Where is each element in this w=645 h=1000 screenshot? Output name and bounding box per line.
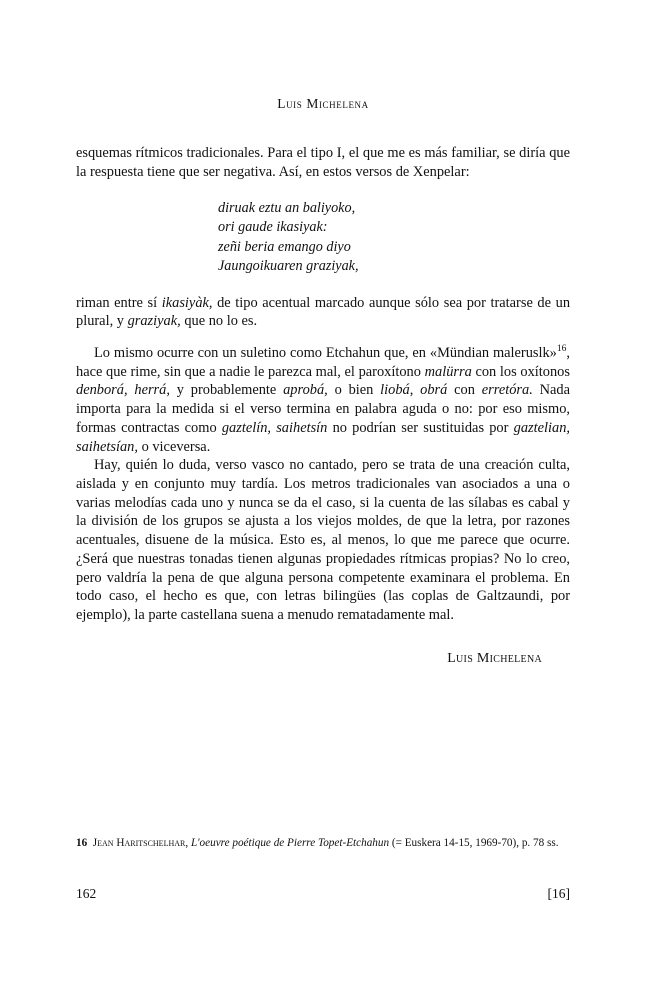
page-body xyxy=(76,96,570,667)
p3-run-1: Lo mismo ocurre con un suletino como Etchahun que, en «Mündian maleruslk» xyxy=(94,345,557,361)
p2-run-5: que no lo es. xyxy=(180,313,258,330)
p3-run-9: o bien xyxy=(327,382,381,399)
p3-run-8: aprobá, xyxy=(283,382,328,399)
paragraph-1 xyxy=(76,144,570,181)
verse-line-4: Jaungoikuaren graziyak, xyxy=(218,257,359,274)
author-signature-text: Luis Michelena xyxy=(447,650,542,666)
footnote-number: 16 xyxy=(76,837,88,849)
paragraph-2 xyxy=(76,294,570,331)
p3-run-16: gaztelian, saihetsían, xyxy=(76,419,570,455)
paragraph-1-text: esquemas rítmicos tradicionales. Para el tipo I, el que me es más familiar, se diría que la respuesta tiene que ser negativa. Así, en estos versos de Xenpelar: xyxy=(76,145,570,180)
footnote-ref-16[interactable]: 16 xyxy=(556,344,567,355)
p2-run-2: ikasiyàk, xyxy=(161,294,213,311)
p3-run-10: liobá, obrá xyxy=(380,382,448,399)
footnote-area xyxy=(76,836,570,851)
p3-run-17: o viceversa. xyxy=(137,438,211,455)
p3-run-7: y probablemente xyxy=(169,382,284,399)
p3-run-4: malürra xyxy=(424,363,472,380)
p2-run-3: de tipo acentual marcado aunque sólo sea por tratarse de un plural, y xyxy=(76,294,571,330)
p4-run-1: Hay, quién lo duda, verso vasco no cantado, pero se trata de una creación culta, aislada y en conjunto muy tardía. Los metros tradicionales van asociados a una o varias melodías cada uno y nunca se da el caso, si la cuenta de las sílabas es cabal y la división de los grupos se ajusta a los viejos moldes, de que la letra, por razones acentuales, disuene de la música. Esto es, al menos, lo que me parece que ocurre. ¿Será que nuestras tonadas tienen algunas propiedades rítmicas propias? No lo creo, pero valdría la pena de que alguna persona competente examinara el problema. En todo caso, el hecho es que, con letras bilingües (las coplas de Galtzaundi, por ejemplo), la parte castellana suena a menudo rematadamente mal. xyxy=(76,457,570,624)
author-signature xyxy=(76,651,570,667)
p3-run-15: no podrían ser sustituidas por xyxy=(327,419,514,436)
p2-run-4: graziyak, xyxy=(127,313,181,330)
p3-run-5: con los oxítonos xyxy=(471,363,570,380)
verse-line-1: diruak eztu an baliyoko, xyxy=(218,200,356,217)
verse-line-2: ori gaude ikasiyak: xyxy=(218,219,328,236)
footnote-author: Jean Haritschelhar, xyxy=(92,837,189,849)
p3-run-3: , hace que rime, sin que a nadie le parezca mal, el paroxítono xyxy=(76,345,570,380)
p3-run-11: con xyxy=(447,382,482,399)
p3-run-14: gaztelín, saihetsín xyxy=(221,419,328,436)
paragraph-3 xyxy=(76,344,570,456)
footnote-title: L'oeuvre poétique de Pierre Topet-Etchahun xyxy=(190,837,390,849)
running-head xyxy=(76,96,570,112)
page-footer xyxy=(76,886,570,902)
verse-line-3: zeñi beria emango diyo xyxy=(218,238,351,255)
footnote-16 xyxy=(76,836,570,851)
page-number: 162 xyxy=(76,886,97,901)
paragraph-4 xyxy=(76,456,570,624)
p3-run-13: Nada importa para la medida si el verso termina en palabra aguda o no: por eso mismo, formas contractas como xyxy=(76,382,570,436)
footnote-source: (= Euskera 14-15, 1969-70), p. 78 ss. xyxy=(391,837,559,849)
verse-block xyxy=(76,199,570,275)
running-head-text: Luis Michelena xyxy=(277,96,369,111)
signature-mark: [16] xyxy=(547,886,570,901)
p3-run-12: erretóra. xyxy=(481,382,533,399)
p3-run-6: denborá, herrá, xyxy=(76,382,170,399)
p2-run-1: riman entre sí xyxy=(76,294,162,311)
